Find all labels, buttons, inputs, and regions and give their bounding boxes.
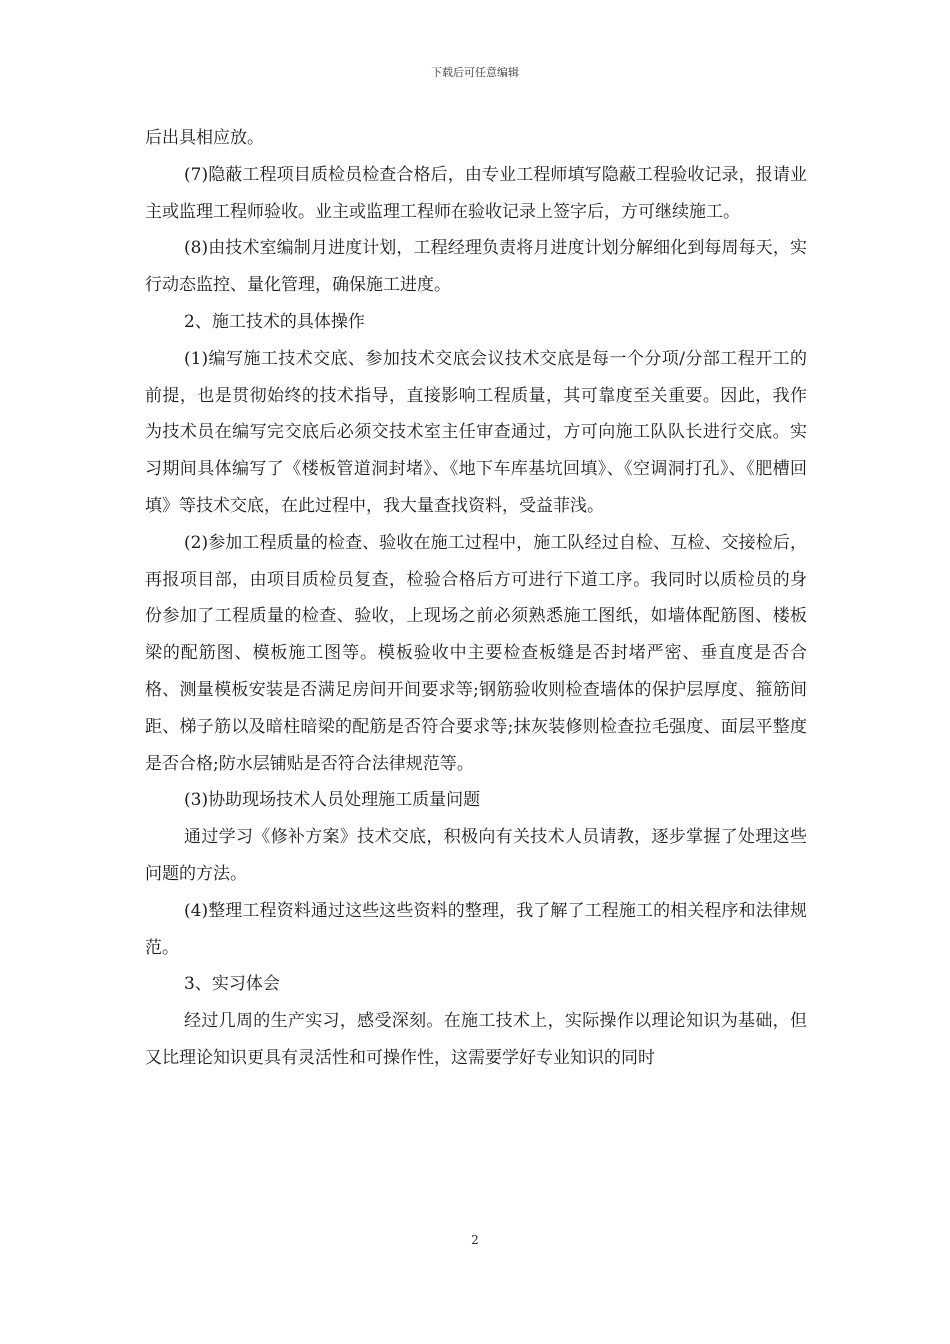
paragraph: (1)编写施工技术交底、参加技术交底会议技术交底是每一个分项/分部工程开工的前提，也是贯彻始终的技术指导，直接影响工程质量，其可靠度至关重要。因此，我作为技术员在编写完交底后必须交技术室主任审查通过，方可向施工队队长进行交底。实习期间具体编写了《楼板管道洞封堵》、《地下车库基坑回填》、《空调洞打孔》、《肥槽回填》等技术交底，在此过程中，我大量查找资料，受益菲浅。	[145, 348, 807, 516]
paragraph: (4)整理工程资料通过这些这些资料的整理，我了解了工程施工的相关程序和法律规范。	[145, 900, 807, 958]
document-body	[145, 120, 807, 1077]
section-heading: 3、实习体会	[184, 974, 280, 995]
paragraph: (8)由技术室编制月进度计划，工程经理负责将月进度计划分解细化到每周每天，实行动态监控、量化管理，确保施工进度。	[145, 238, 807, 296]
paragraph: (2)参加工程质量的检查、验收在施工过程中，施工队经过自检、互检、交接检后，再报项目部，由项目质检员复查，检验合格后方可进行下道工序。我同时以质检员的身份参加了工程质量的检查、验收，上现场之前必须熟悉施工图纸，如墙体配筋图、楼板梁的配筋图、模板施工图等。模板验收中主要检查板缝是否封堵严密、垂直度是否合格、测量模板安装是否满足房间开间要求等;钢筋验收则检查墙体的保护层厚度、箍筋间距、梯子筋以及暗柱暗梁的配筋是否符合要求等;抹灰装修则检查拉毛强度、面层平整度是否合格;防水层铺贴是否符合法律规范等。	[145, 532, 807, 774]
paragraph: (7)隐蔽工程项目质检员检查合格后，由专业工程师填写隐蔽工程验收记录，报请业主或监理工程师验收。业主或监理工程师在验收记录上签字后，方可继续施工。	[145, 164, 807, 222]
page-header: 下载后可任意编辑	[431, 66, 519, 79]
section-heading: 2、施工技术的具体操作	[184, 311, 365, 332]
paragraph: 经过几周的生产实习，感受深刻。在施工技术上，实际操作以理论知识为基础，但又比理论知识更具有灵活性和可操作性，这需要学好专业知识的同时	[145, 1011, 807, 1068]
paragraph: (3)协助现场技术人员处理施工质量问题	[184, 790, 481, 811]
page-number: 2	[471, 1233, 479, 1247]
paragraph: 后出具相应放。	[145, 128, 264, 148]
paragraph: 通过学习《修补方案》技术交底，积极向有关技术人员请教，逐步掌握了处理这些问题的方法。	[145, 827, 807, 884]
